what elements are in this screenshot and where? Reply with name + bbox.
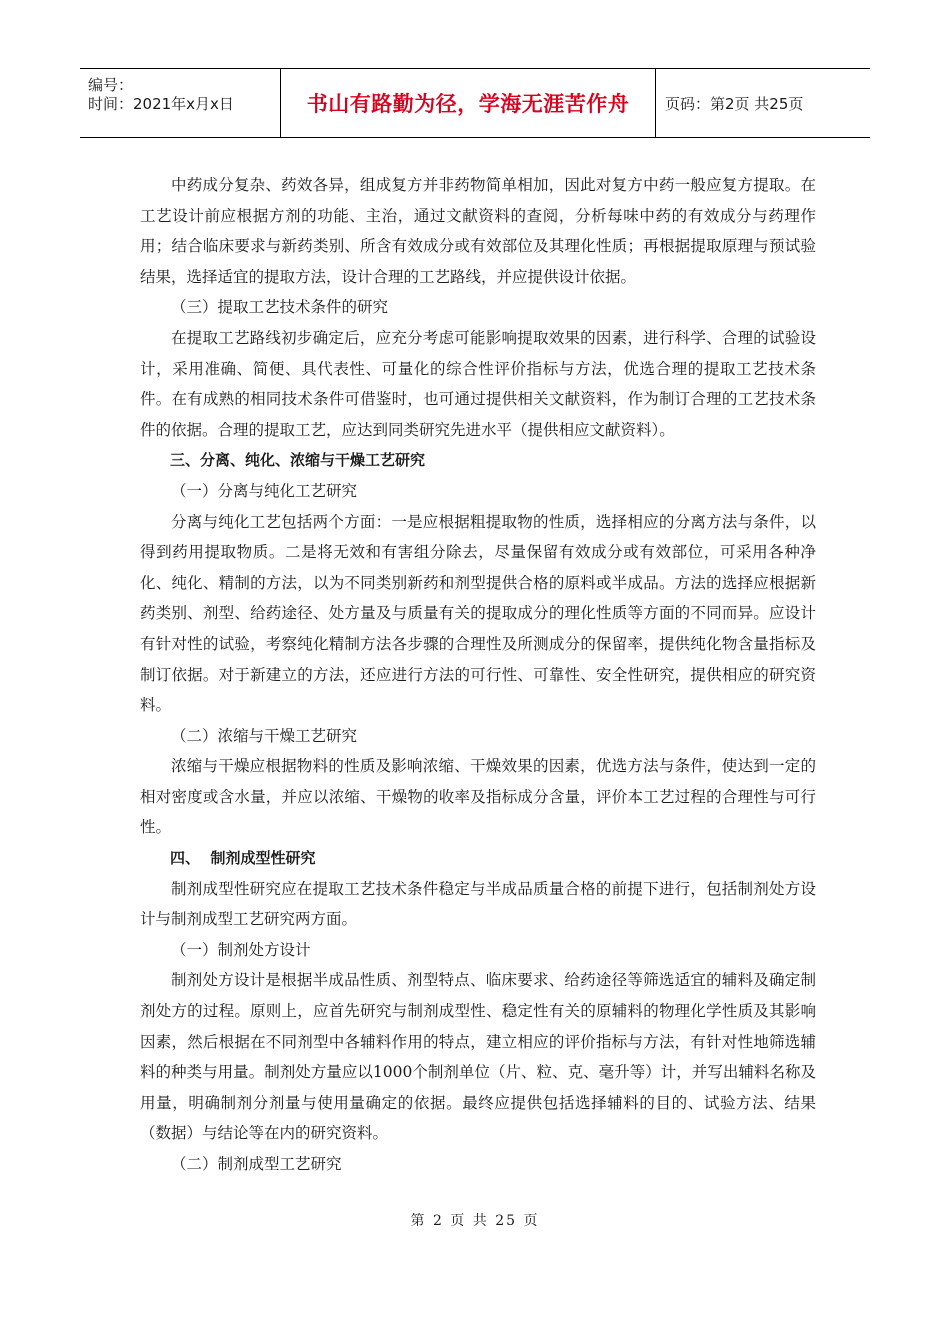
header-meta [80, 69, 280, 137]
subsection-heading: （二）浓缩与干燥工艺研究 [171, 726, 358, 745]
document-date: 时间：2021年x月x日 [88, 95, 234, 113]
subsection-heading: （一）制剂处方设计 [171, 940, 311, 959]
page-header [80, 68, 870, 138]
paragraph: 制剂处方设计是根据半成品性质、剂型特点、临床要求、给药途径等筛选适宜的辅料及确定制剂处方的过程。原则上，应首先研究与制剂成型性、稳定性有关的原辅料的物理化学性质及其影响因素，然后根据在不同剂型中各辅料作用的特点，建立相应的评价指标与方法，有针对性地筛选辅料的种类与用量。制剂处方量应以1000个制剂单位（片、粒、克、毫升等）计，并写出辅料名称及用量，明确制剂分剂量与使用量确定的依据。最终应提供包括选择辅料的目的、试验方法、结果（数据）与结论等在内的研究资料。 [140, 971, 816, 1143]
paragraph: 在提取工艺路线初步确定后，应充分考虑可能影响提取效果的因素，进行科学、合理的试验设计，采用准确、简便、具代表性、可量化的综合性评价指标与方法，优选合理的提取工艺技术条件。在有成熟的相同技术条件可借鉴时，也可通过提供相关文献资料，作为制订合理的工艺技术条件的依据。合理的提取工艺，应达到同类研究先进水平（提供相应文献资料）。 [140, 328, 816, 439]
paragraph: 制剂成型性研究应在提取工艺技术条件稳定与半成品质量合格的前提下进行，包括制剂处方设计与制剂成型工艺研究两方面。 [140, 879, 816, 929]
subsection-heading: （二）制剂成型工艺研究 [171, 1155, 342, 1173]
page-footer: 第 2 页 共 25 页 [410, 1213, 540, 1229]
header-motto: 书山有路勤为径，学海无涯苦作舟 [280, 69, 656, 137]
section-heading: 四、 制剂成型性研究 [170, 849, 316, 868]
document-body [140, 170, 816, 1180]
subsection-heading: （一）分离与纯化工艺研究 [171, 481, 358, 500]
paragraph: 中药成分复杂、药效各异，组成复方并非药物简单相加，因此对复方中药一般应复方提取。在工艺设计前应根据方剂的功能、主治，通过文献资料的查阅，分析每味中药的有效成分与药理作用；结合临床要求与新药类别、所含有效成分或有效部位及其理化性质；再根据提取原理与预试验结果，选择适宜的提取方法，设计合理的工艺路线，并应提供设计依据。 [140, 176, 816, 286]
document-number-label: 编号： [88, 76, 134, 94]
paragraph: 分离与纯化工艺包括两个方面：一是应根据粗提取物的性质，选择相应的分离方法与条件，以得到药用提取物质。二是将无效和有害组分除去，尽量保留有效成分或有效部位，可采用各种净化、纯化、精制的方法，以为不同类别新药和剂型提供合格的原料或半成品。方法的选择应根据新药类别、剂型、给药途径、处方量及与质量有关的提取成分的理化性质等方面的不同而异。应设计有针对性的试验，考察纯化精制方法各步骤的合理性及所测成分的保留率，提供纯化物含量指标及制订依据。对于新建立的方法，还应进行方法的可行性、可靠性、安全性研究，提供相应的研究资料。 [140, 512, 816, 715]
section-heading: 三、分离、纯化、浓缩与干燥工艺研究 [170, 451, 426, 470]
header-page-info: 页码：第2页 共25页 [665, 94, 804, 113]
subsection-heading: （三）提取工艺技术条件的研究 [171, 298, 389, 317]
paragraph: 浓缩与干燥应根据物料的性质及影响浓缩、干燥效果的因素，优选方法与条件，使达到一定的相对密度或含水量，并应以浓缩、干燥物的收率及指标成分含量，评价本工艺过程的合理性与可行性。 [140, 757, 816, 837]
